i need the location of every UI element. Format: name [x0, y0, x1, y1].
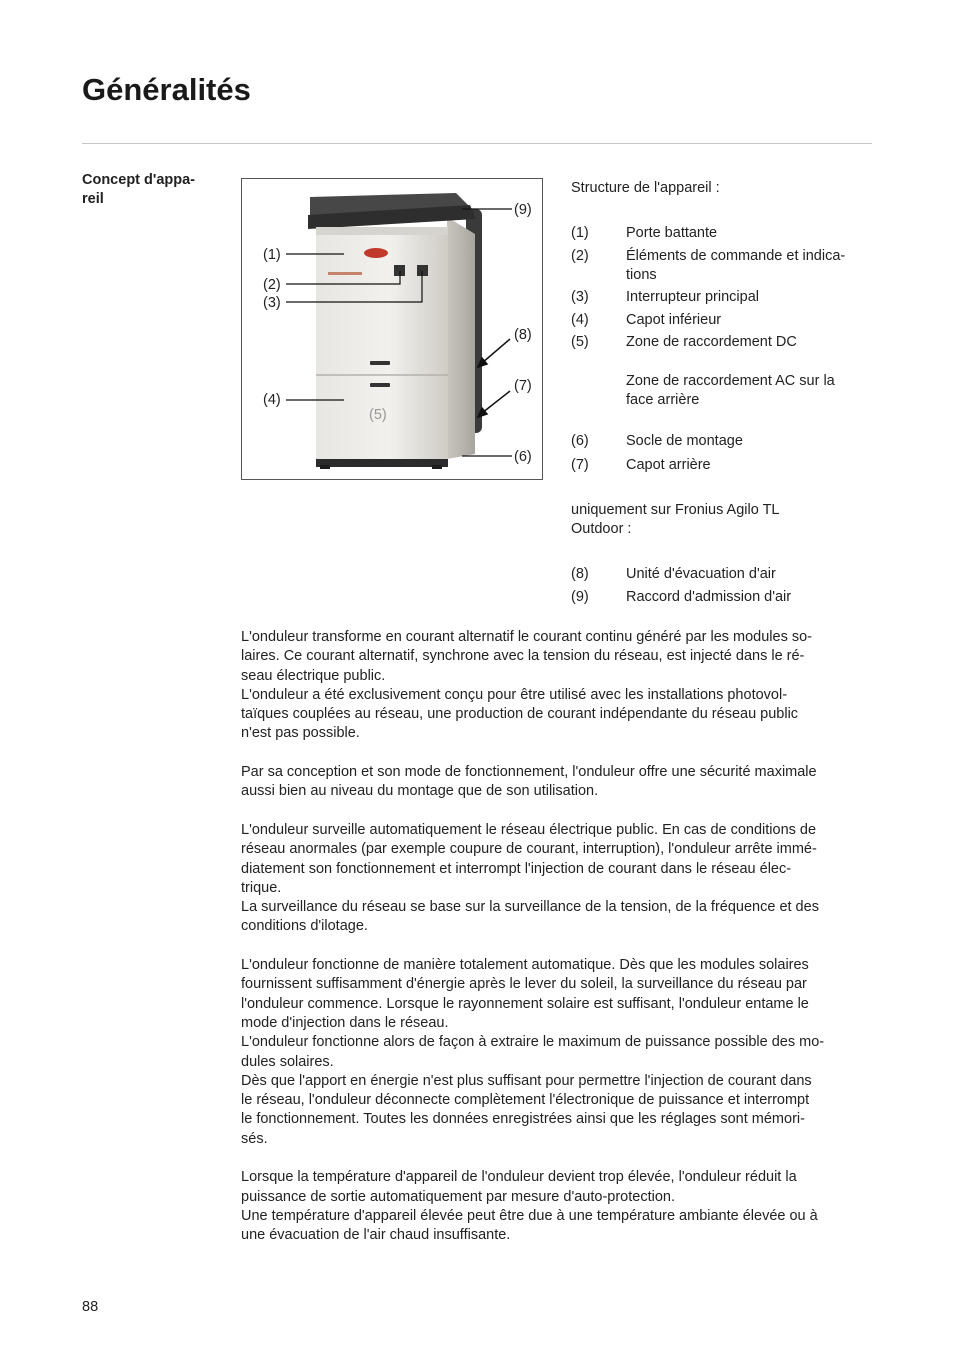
list-item: [571, 565, 871, 584]
paragraph-line: taïques couplées au réseau, une production de courant indépendante du réseau public: [241, 706, 799, 723]
paragraph-line: L'onduleur fonctionne alors de façon à extraire le maximum de puissance possible des mo-: [241, 1034, 825, 1051]
section-heading-line: Concept d'appa-: [82, 172, 196, 188]
title-divider: [82, 143, 872, 144]
outdoor-note: uniquement sur Fronius Agilo TL: [571, 501, 780, 518]
inverter-illustration: [242, 179, 544, 481]
paragraph-line: La surveillance du réseau se base sur la surveillance de la tension, de la fréquence et des: [241, 899, 819, 916]
item-text: Zone de raccordement DC: [626, 334, 797, 351]
paragraph-line: Une température d'appareil élevée peut être due à une température ambiante élevée ou à: [241, 1207, 818, 1224]
item-number: (6): [571, 433, 589, 450]
device-structure-list: [571, 179, 871, 607]
item-text: Socle de montage: [626, 433, 743, 450]
item-number: (9): [571, 588, 589, 605]
callout-9: (9): [514, 202, 532, 218]
paragraph-line: le réseau, l'onduleur déconnecte complètement l'électronique de puissance et interrompt: [241, 1092, 810, 1109]
item-text: face arrière: [626, 391, 700, 408]
callout-1: (1): [263, 247, 281, 263]
paragraph-line: Dès que l'apport en énergie n'est plus suffisant pour permettre l'injection de courant dans: [241, 1072, 812, 1089]
item-number: (7): [571, 456, 589, 473]
item-text: Porte battante: [626, 224, 718, 241]
mounting-base: [316, 459, 448, 467]
list-item: [571, 588, 871, 607]
list-item-continuation: [571, 372, 871, 411]
list-item: [571, 456, 871, 475]
list-item: [571, 333, 871, 352]
item-number: (2): [571, 247, 589, 264]
door-handle: [370, 361, 390, 365]
paragraph-line: n'est pas possible.: [241, 725, 360, 742]
paragraph-line: puissance de sortie automatiquement par mesure d'auto-protection.: [241, 1188, 675, 1205]
paragraph-line: sés.: [241, 1130, 268, 1147]
item-number: (1): [571, 224, 589, 241]
item-text: Raccord d'admission d'air: [626, 588, 792, 605]
paragraph-line: L'onduleur a été exclusivement conçu pour être utilisé avec les installations photovol-: [241, 686, 788, 703]
paragraph-line: une évacuation de l'air chaud insuffisante.: [241, 1227, 511, 1244]
list-item: [571, 432, 871, 451]
callout-2: (2): [263, 277, 281, 293]
item-text: Zone de raccordement AC sur la: [626, 372, 835, 389]
device-side: [447, 217, 475, 459]
paragraph-line: aussi bien au niveau du montage que de son utilisation.: [241, 783, 599, 800]
list-item: [571, 224, 871, 243]
paragraph-line: Lorsque la température d'appareil de l'onduleur devient trop élevée, l'onduleur réduit la: [241, 1169, 797, 1186]
paragraph-line: L'onduleur fonctionne de manière totalement automatique. Dès que les modules solaires: [241, 957, 809, 974]
item-number: (5): [571, 334, 589, 351]
section-heading-line: reil: [82, 191, 104, 207]
section-heading: [82, 171, 217, 209]
list-item: [571, 288, 871, 307]
item-text: tions: [626, 267, 657, 284]
item-text: Interrupteur principal: [626, 289, 759, 306]
device-figure: [241, 178, 543, 480]
page-title: Généralités: [82, 72, 251, 107]
callout-3: (3): [263, 295, 281, 311]
list-item: [571, 311, 871, 330]
item-text: Unité d'évacuation d'air: [626, 566, 776, 583]
item-text: Éléments de commande et indica-: [626, 247, 846, 264]
paragraph-line: mode d'injection dans le réseau.: [241, 1014, 449, 1031]
callout-5: (5): [369, 407, 387, 423]
paragraph-line: L'onduleur transforme en courant alternatif le courant continu généré par les modules so-: [241, 629, 813, 645]
paragraph-line: L'onduleur surveille automatiquement le réseau électrique public. En cas de conditions de: [241, 821, 817, 838]
callout-8: (8): [514, 327, 532, 343]
paragraph-line: l'onduleur commence. Lorsque le rayonnement solaire est suffisant, l'onduleur entame le: [241, 995, 809, 1012]
callout-7: (7): [514, 378, 532, 394]
paragraph-line: laires. Ce courant alternatif, synchrone avec la tension du réseau, est injecté dans le ré-: [241, 648, 805, 665]
paragraph-line: conditions d'ilotage.: [241, 918, 368, 935]
paragraph-line: dules solaires.: [241, 1053, 334, 1070]
cover-handle: [370, 383, 390, 387]
outdoor-note: Outdoor :: [571, 521, 632, 538]
paragraph-line: fournissent suffisamment d'énergie après le lever du soleil, la surveillance du réseau par: [241, 976, 807, 993]
item-number: (4): [571, 311, 589, 328]
paragraph-line: réseau anormales (par exemple coupure de courant, interruption), l'onduleur arrête immé-: [241, 841, 817, 858]
list-item: [571, 247, 871, 286]
paragraph-line: seau électrique public.: [241, 667, 386, 684]
callout-4: (4): [263, 392, 281, 408]
item-text: Capot inférieur: [626, 311, 722, 328]
item-number: (3): [571, 289, 589, 306]
item-text: Capot arrière: [626, 456, 711, 473]
paragraph-line: trique.: [241, 879, 282, 896]
body-text: [241, 628, 873, 1246]
page-number: 88: [82, 1299, 99, 1315]
callout-6: (6): [514, 449, 532, 465]
paragraph-line: le fonctionnement. Toutes les données enregistrées ainsi que les réglages sont mémori-: [241, 1111, 805, 1128]
structure-intro: Structure de l'appareil :: [571, 180, 720, 196]
paragraph-line: diatement son fonctionnement et interrompt l'injection de courant dans le réseau élec-: [241, 860, 792, 877]
item-number: (8): [571, 566, 589, 583]
brand-logo: [364, 248, 388, 258]
paragraph-line: Par sa conception et son mode de fonctionnement, l'onduleur offre une sécurité maximale: [241, 764, 817, 781]
device-front: [316, 227, 448, 459]
